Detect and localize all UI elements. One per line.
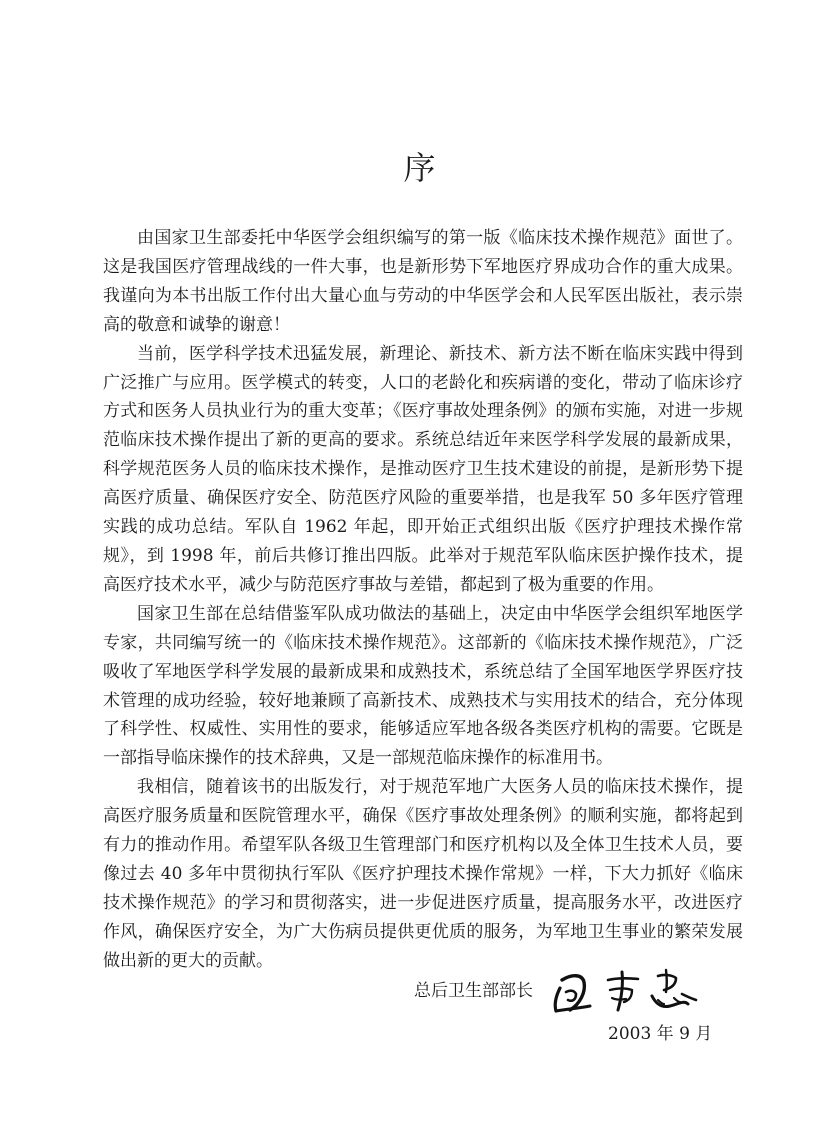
paragraph-1: 由国家卫生部委托中华医学会组织编写的第一版《临床技术操作规范》面世了。这是我国医疗管理战线的一件大事，也是新形势下军地医疗界成功合作的重大成果。我谨向为本书出版工作付出大量心血与劳动的中华医学会和人民军医出版社，表示崇高的敬意和诚挚的谢意！ bbox=[103, 228, 743, 335]
paragraph-2: 当前，医学科学技术迅猛发展，新理论、新技术、新方法不断在临床实践中得到广泛推广与应用。医学模式的转变，人口的老龄化和疾病谱的变化，带动了临床诊疗方式和医务人员执业行为的重大变革；《医疗事故处理条例》的颁布实施，对进一步规范临床技术操作提出了新的更高的要求。系统总结近年来医学科学发展的最新成果，科学规范医务人员的临床技术操作，是推动医疗卫生技术建设的前提，是新形势下提高医疗质量、确保医疗安全、防范医疗风险的重要举措，也是我军 50 多年医疗管理实践的成功总结。军队自 1962 年起，即开始正式组织出版《医疗护理技术操作常规》，到 1998 年，前后共修订推出四版。此举对于规范军队临床医护操作技术，提高医疗技术水平，减少与防范医疗事故与差错，都起到了极为重要的作用。 bbox=[103, 343, 743, 595]
handwritten-signature bbox=[546, 966, 706, 1016]
signer-title: 总后卫生部部长 bbox=[414, 981, 533, 1001]
paragraph-4: 我相信，随着该书的出版发行，对于规范军地广大医务人员的临床技术操作，提高医疗服务质量和医院管理水平，确保《医疗事故处理条例》的顺利实施，都将起到有力的推动作用。希望军队各级卫生管理部门和医疗机构以及全体卫生技术人员，要像过去 40 多年中贯彻执行军队《医疗护理技术操作常规》一样，下大力抓好《临床技术操作规范》的学习和贯彻落实，进一步促进医疗质量，提高服务水平，改进医疗作风，确保医疗安全，为广大伤病员提供更优质的服务，为军地卫生事业的繁荣发展做出新的更大的贡献。 bbox=[103, 777, 743, 971]
date-line: 2003 年 9 月 bbox=[608, 1024, 713, 1044]
closing-block bbox=[414, 966, 744, 1046]
paragraph-3: 国家卫生部在总结借鉴军队成功做法的基础上，决定由中华医学会组织军地医学专家，共同编写统一的《临床技术操作规范》。这部新的《临床技术操作规范》，广泛吸收了军地医学科学发展的最新成果和成熟技术，系统总结了全国军地医学界医疗技术管理的成功经验，较好地兼顾了高新技术、成熟技术与实用技术的结合，充分体现了科学性、权威性、实用性的要求，能够适应军地各级各类医疗机构的需要。它既是一部指导临床操作的技术辞典，又是一部规范临床操作的标准用书。 bbox=[103, 603, 743, 769]
page-title: 序 bbox=[403, 149, 436, 187]
preface-body bbox=[103, 224, 743, 976]
